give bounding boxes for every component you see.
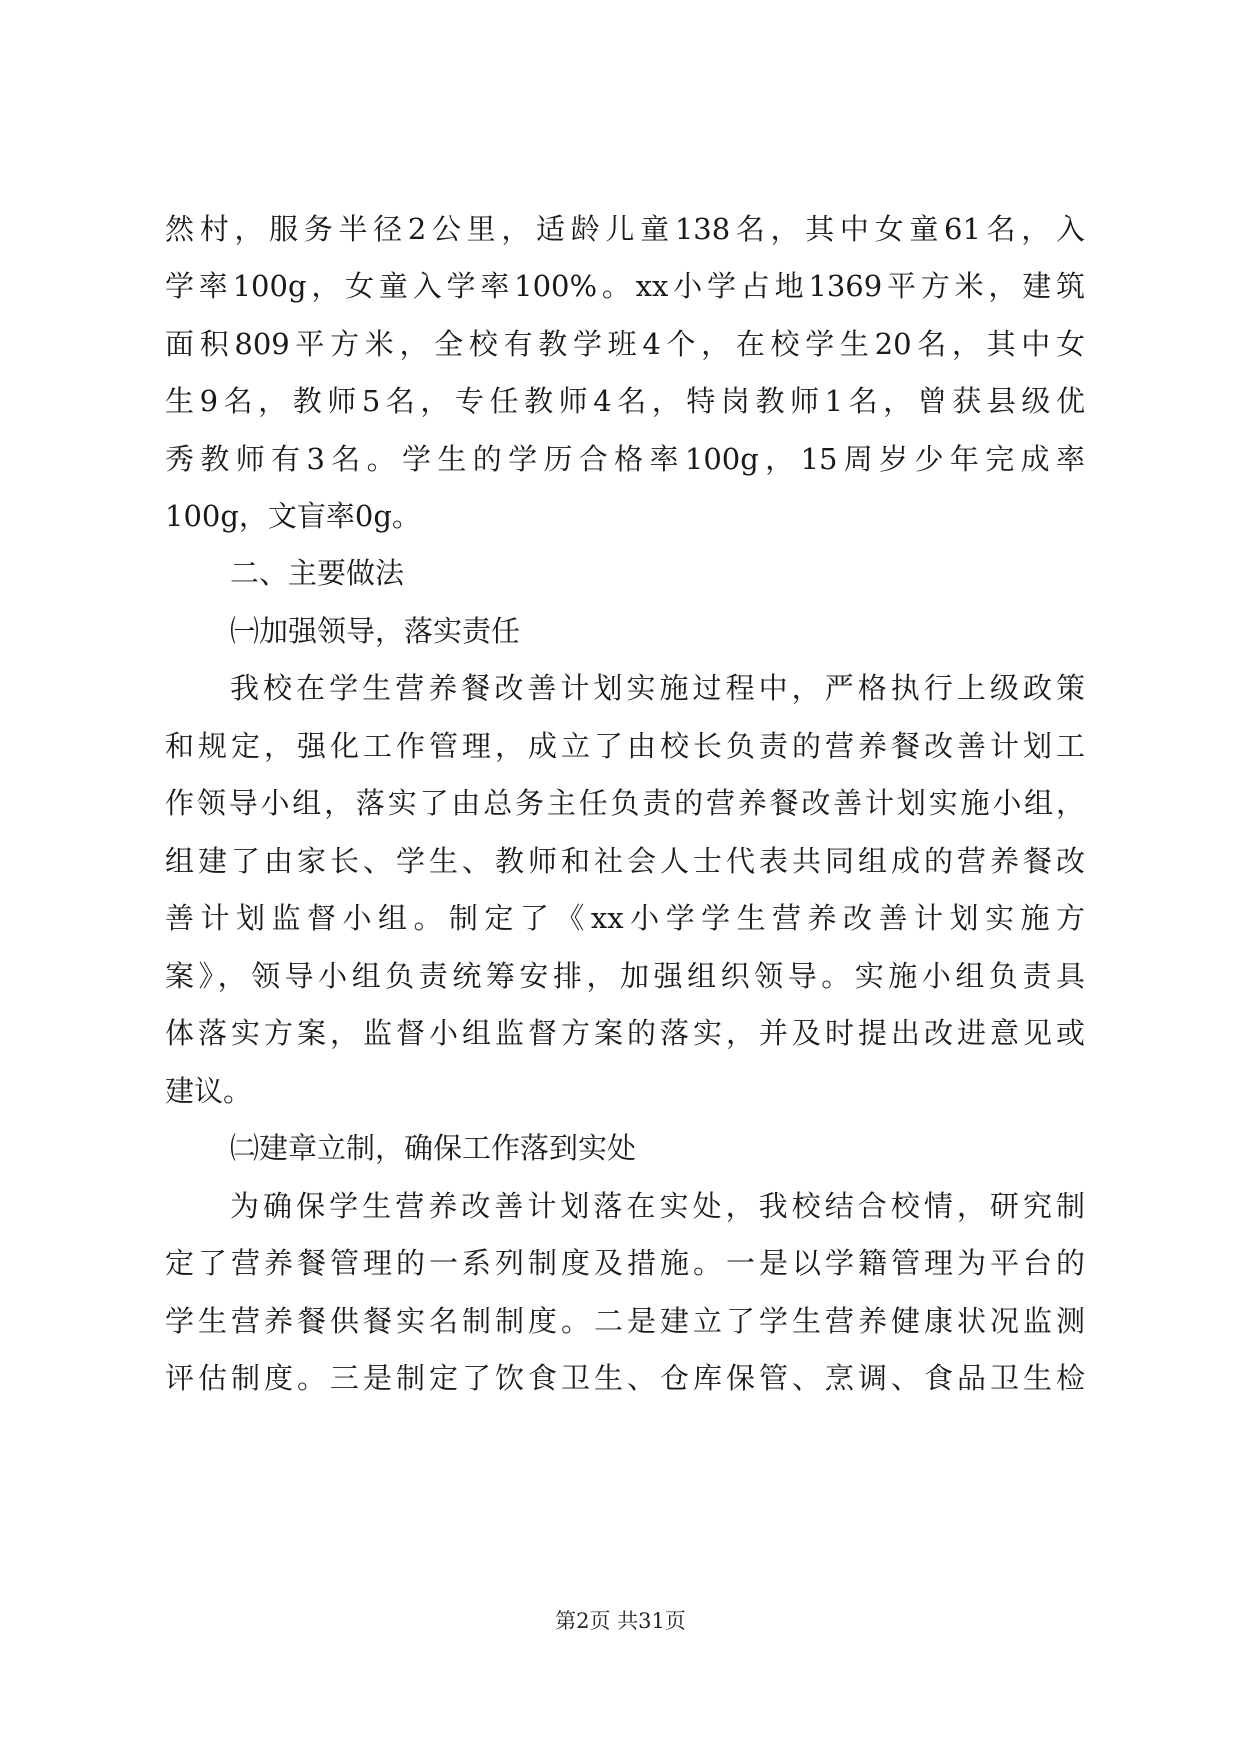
paragraph-line: 我校在学生营养餐改善计划实施过程中，严格执行上级政策 <box>230 671 1085 705</box>
paragraph-line: 案》，领导小组负责统筹安排，加强组织领导。实施小组负责具 <box>165 959 1085 993</box>
paragraph-line: 100g，文盲率0g。 <box>165 499 421 533</box>
paragraph-line: 学率100g，女童入学率100%。xx小学占地1369平方米，建筑 <box>165 269 1085 303</box>
section-heading: 二、主要做法 <box>230 556 405 590</box>
paragraph-line: 学生营养餐供餐实名制制度。二是建立了学生营养健康状况监测 <box>165 1304 1085 1338</box>
subsection-heading: ㈠加强领导，落实责任 <box>230 614 521 648</box>
paragraph-line: 和规定，强化工作管理，成立了由校长负责的营养餐改善计划工 <box>165 729 1085 763</box>
paragraph-line: 善计划监督小组。制定了《xx小学学生营养改善计划实施方 <box>165 901 1085 935</box>
paragraph-line: 组建了由家长、学生、教师和社会人士代表共同组成的营养餐改 <box>165 844 1085 878</box>
paragraph-line: 作领导小组，落实了由总务主任负责的营养餐改善计划实施小组， <box>165 786 1085 820</box>
paragraph-line: 为确保学生营养改善计划落在实处，我校结合校情，研究制 <box>230 1189 1085 1223</box>
paragraph-line: 定了营养餐管理的一系列制度及措施。一是以学籍管理为平台的 <box>165 1246 1085 1280</box>
page-number-footer: 第2页 共31页 <box>555 1609 686 1633</box>
paragraph-line: 评估制度。三是制定了饮食卫生、仓库保管、烹调、食品卫生检 <box>165 1361 1085 1395</box>
paragraph-line: 生9名，教师5名，专任教师4名，特岗教师1名，曾获县级优 <box>165 384 1085 418</box>
paragraph-line: 然村，服务半径2公里，适龄儿童138名，其中女童61名，入 <box>165 212 1085 246</box>
paragraph-line: 面积809平方米，全校有教学班4个，在校学生20名，其中女 <box>165 327 1085 361</box>
paragraph-line: 体落实方案，监督小组监督方案的落实，并及时提出改进意见或 <box>165 1016 1085 1050</box>
subsection-heading: ㈡建章立制，确保工作落到实处 <box>230 1131 637 1165</box>
paragraph-line: 秀教师有3名。学生的学历合格率100g，15周岁少年完成率 <box>165 442 1085 476</box>
paragraph-line: 建议。 <box>165 1074 253 1108</box>
